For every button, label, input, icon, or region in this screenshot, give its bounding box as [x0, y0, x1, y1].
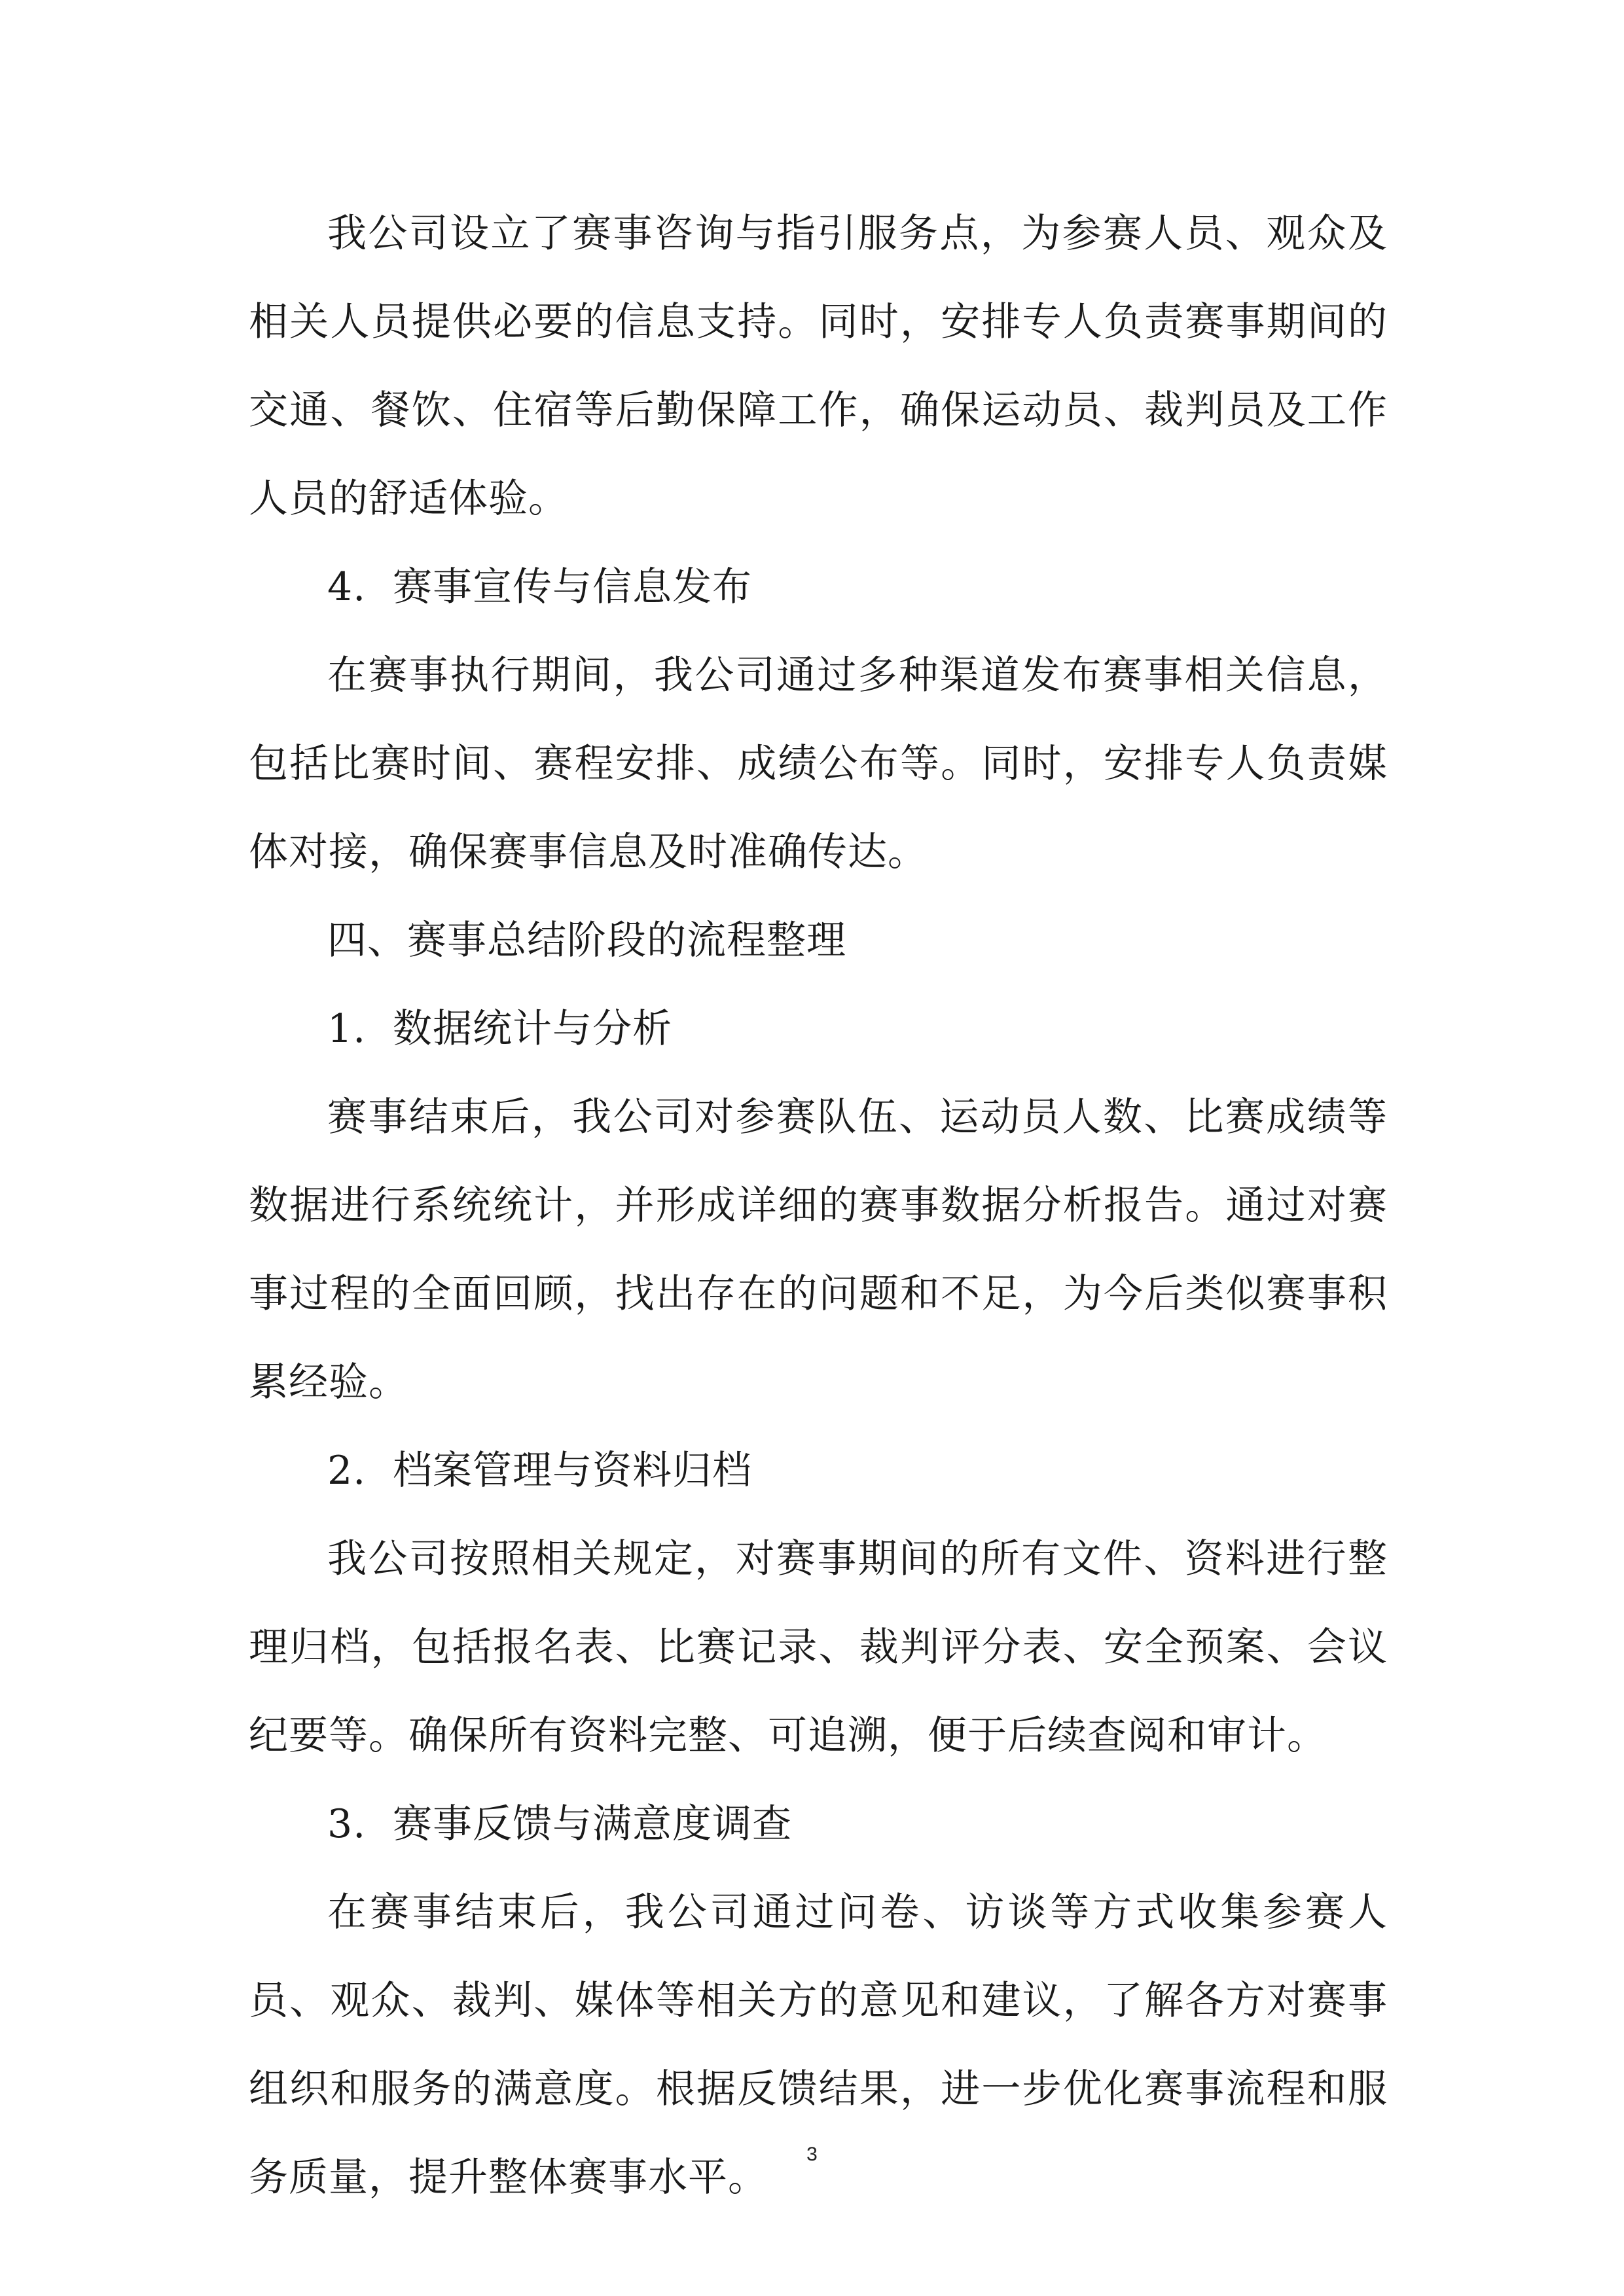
paragraph-archive: 我公司按照相关规定，对赛事期间的所有文件、资料进行整理归档，包括报名表、比赛记录、裁判评分表、安全预案、会议纪要等。确保所有资料完整、可追溯，便于后续查阅和审计。 [249, 1536, 1388, 1759]
subheading-number: 1. [327, 1006, 367, 1052]
subheading-promotion [249, 543, 1388, 632]
document-body [249, 190, 1388, 2222]
paragraph-statistics: 赛事结束后，我公司对参赛队伍、运动员人数、比赛成绩等数据进行系统统计，并形成详细的赛事数据分析报告。通过对赛事过程的全面回顾，找出存在的问题和不足，为今后类似赛事积累经验。 [249, 1094, 1388, 1405]
paragraph-feedback: 在赛事结束后，我公司通过问卷、访谈等方式收集参赛人员、观众、裁判、媒体等相关方的意见和建议，了解各方对赛事组织和服务的满意度。根据反馈结果，进一步优化赛事流程和服务质量，提升整体赛事水平。 [249, 1890, 1388, 2200]
subheading-statistics [249, 985, 1388, 1073]
subheading-text: 数据统计与分析 [393, 1006, 672, 1052]
subheading-text: 档案管理与资料归档 [393, 1448, 752, 1494]
section-heading-summary: 四、赛事总结阶段的流程整理 [327, 918, 846, 963]
subheading-text: 赛事反馈与满意度调查 [393, 1801, 792, 1847]
subheading-feedback [249, 1780, 1388, 1869]
subheading-number: 4. [327, 564, 367, 610]
page-number: 3 [806, 2144, 818, 2165]
paragraph-promotion: 在赛事执行期间，我公司通过多种渠道发布赛事相关信息，包括比赛时间、赛程安排、成绩公布等。同时，安排专人负责媒体对接，确保赛事信息及时准确传达。 [249, 653, 1388, 875]
paragraph-consulting-service: 我公司设立了赛事咨询与指引服务点，为参赛人员、观众及相关人员提供必要的信息支持。同时，安排专人负责赛事期间的交通、餐饮、住宿等后勤保障工作，确保运动员、裁判员及工作人员的舒适体验。 [249, 211, 1388, 522]
subheading-archive [249, 1427, 1388, 1515]
subheading-text: 赛事宣传与信息发布 [393, 564, 752, 610]
subheading-number: 2. [327, 1448, 367, 1494]
subheading-number: 3. [327, 1801, 367, 1847]
